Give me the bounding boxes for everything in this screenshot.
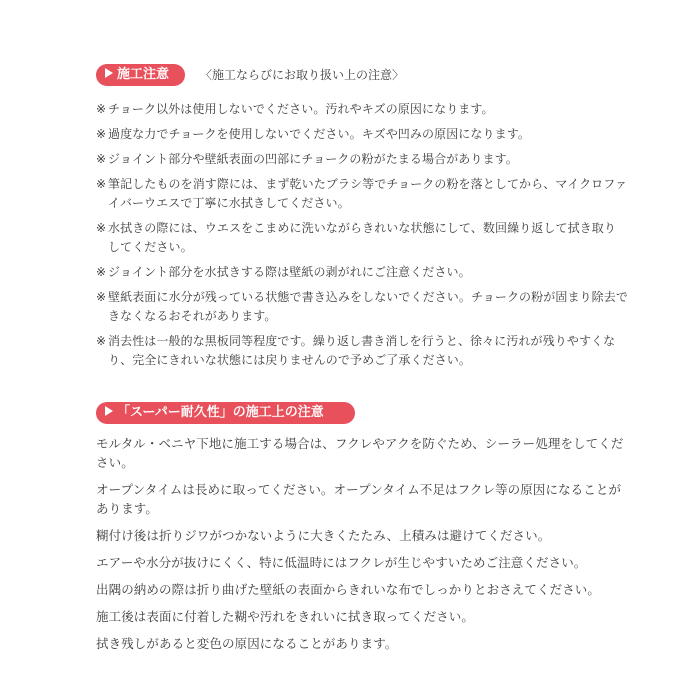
paragraph: 出隅の納めの際は折り曲げた壁紙の表面からきれいな布でしっかりとおさえてください。 [96, 582, 601, 597]
section-title-badge [96, 402, 355, 424]
section-subtitle: 〈施工ならびにお取り扱い上の注意〉 [200, 68, 405, 82]
triangle-right-icon [105, 406, 113, 416]
list-item: ※ ジョイント部分を水拭きする際は壁紙の剥がれにご注意ください。 [96, 263, 628, 282]
list-item: ※ 筆記したものを消す際には、まず乾いたブラシ等でチョークの粉を落としてから、マイクロファイバーウエスで丁寧に水拭きしてください。 [96, 175, 628, 213]
section-title: 「スーパー耐久性」の施工上の注意 [117, 405, 324, 420]
triangle-right-icon [105, 68, 113, 78]
list-item: ※ 水拭きの際には、ウエスをこまめに洗いながらきれいな状態にして、数回繰り返して拭き取りしてください。 [96, 219, 628, 257]
list-item: ※ ジョイント部分や壁紙表面の凹部にチョークの粉がたまる場合があります。 [96, 150, 628, 169]
instructions-list [96, 434, 630, 661]
paragraph: モルタル・ベニヤ下地に施工する場合は、フクレやアクを防ぐため、シーラー処理をしてください。 [96, 436, 624, 470]
list-item: ※ チョーク以外は使用しないでください。汚れやキズの原因になります。 [96, 100, 628, 119]
list-item: ※ 消去性は一般的な黒板同等程度です。繰り返し書き消しを行うと、徐々に汚れが残りやすくなり、完全にきれいな状態には戻りませんので予めご了承ください。 [96, 332, 628, 370]
paragraph: エアーや水分が抜けにくく、特に低温時にはフクレが生じやすいためご注意ください。 [96, 555, 587, 570]
list-item: ※ 過度な力でチョークを使用しないでください。キズや凹みの原因になります。 [96, 125, 628, 144]
paragraph: 糊付け後は折りジワがつかないように大きくたたみ、上積みは避けてください。 [96, 528, 551, 543]
section-header [96, 402, 700, 424]
section-title: 施工注意 [117, 67, 170, 82]
paragraph: オープンタイムは長めに取ってください。オープンタイム不足はフクレ等の原因になることがあります。 [96, 482, 622, 516]
notes-list [96, 100, 628, 376]
section-title-badge [96, 64, 185, 86]
paragraph: 拭き残しがあると変色の原因になることがあります。 [96, 636, 398, 651]
paragraph: 施工後は表面に付着した糊や汚れをきれいに拭き取ってください。 [96, 609, 475, 624]
construction-notes-section [0, 64, 700, 367]
list-item: ※ 壁紙表面に水分が残っている状態で書き込みをしないでください。チョークの粉が固まり除去できなくなるおそれがあります。 [96, 288, 628, 326]
super-durability-section [0, 402, 700, 651]
section-header [96, 64, 700, 86]
